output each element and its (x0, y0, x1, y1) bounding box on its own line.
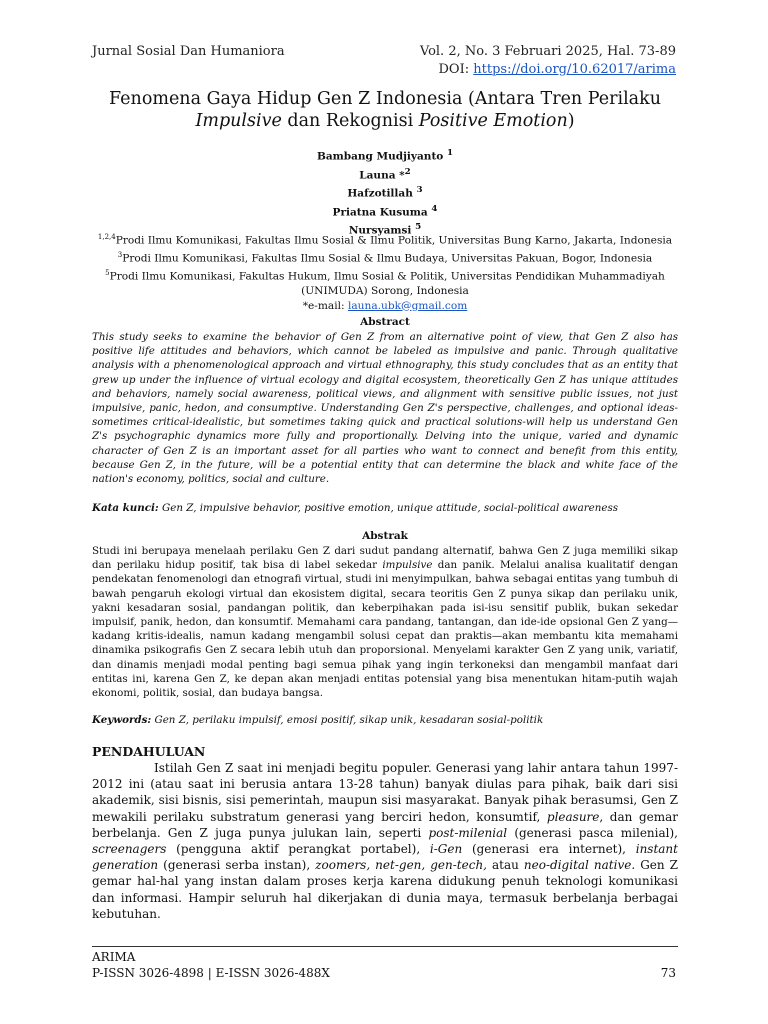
author: Nursyamsi $^5$ (348, 222, 422, 237)
footer-divider (92, 946, 678, 947)
author: Launa *$^2$ (359, 166, 411, 181)
doi-label: DOI: (438, 62, 470, 77)
email-line: *e-mail: launa.ubk@gmail.com (302, 299, 468, 312)
page-number: 73 (660, 966, 676, 980)
title-positive-emotion: Positive Emotion (418, 111, 568, 131)
abstrak-body: Studi ini berupaya menelaah perilaku Gen Z dari sudut pandang alternatif, bahwa Gen Z juga memiliki sikap dan perilaku hidup positif, tak bisa di label sekedar impulsive dan panik. Melalui analisa kualitatif dengan pendekatan fenomenologi dan etnografi virtual, studi ini menyimpulkan, bahwa sebagai entitas yang tumbuh di bawah pengaruh ekologi virtual dan ekosistem digital, secara teoritis Gen Z punya sikap dan perilaku unik, yakni kesadaran sosial, pandangan politik, dan keberpihakan pada isi-isu sensitif publik, bukan sekedar impulsif, panik, hedon, dan konsumtif. Memahami cara pandang, tantangan, dan ide-ide opsional Gen Z yang—kadang kritis-idealis, namun kadang mengambil solusi cepat dan praktis—akan membantu kita memahami dinamika psikografis Gen Z secara lebih utuh dan proporsional. Menyelami karakter Gen Z yang unik, variatif, dan dinamis menjadi modal penting bagi semua pihak yang ingin terkoneksi dan mengambil manfaat dari entitas ini, karena Gen Z, ke depan akan menjadi entitas potensial yang bisa menentukan hitam-putih wajah ekonomi, politik, sosial, dan budaya bangsa. (92, 545, 679, 700)
affiliation-5: $^5$Prodi Ilmu Komunikasi, Fakultas Hukum, Ilmu Sosial & Politik, Universitas Pendidikan Muhammadiyah (UNIMUDA) Sorong, Indonesia (105, 269, 665, 298)
author-list (92, 146, 678, 239)
journal-name: Jurnal Sosial Dan Humaniora (92, 44, 285, 59)
keywords-id (92, 714, 678, 726)
affiliation-1: $^{1,2,4}$Prodi Ilmu Komunikasi, Fakultas Ilmu Sosial & Ilmu Politik, Universitas Bung Karno, Jakarta, Indonesia (97, 233, 673, 247)
email-link[interactable]: launa.ubk@gmail.com (347, 299, 468, 312)
doi-line (439, 62, 677, 77)
title-end: ) (567, 111, 575, 131)
author: Hafzotillah $^3$ (347, 185, 423, 200)
keywords-en-text: Gen Z, impulsive behavior, positive emotion, unique attitude, social-political awareness (158, 502, 619, 514)
paragraph: Istilah Gen Z saat ini menjadi begitu populer. Generasi yang lahir antara tahun 1997-2012 ini (atau saat ini berusia antara 13-28 tahun) banyak diulas para pihak, baik dari sisi akademik, sisi bisnis, sisi pemerintah, maupun sisi masyarakat. Banyak pihak berasumsi, Gen Z mewakili perilaku substratum generasi yang berciri hedon, konsumtif, pleasure, dan gemar berbelanja. Gen Z juga punya julukan lain, seperti post-milenial (generasi pasca milenial), screenagers (pengguna aktif perangkat portabel), i-Gen (generasi era internet), instant generation (generasi serba instan), zoomers, net-gen, gen-tech, atau neo-digital native. Gen Z gemar hal-hal yang instan dalam proses kerja karena didukung penuh teknologi komunikasi dan informasi. Hampir seluruh hal dikerjakan di dunia maya, termasuk berbelanja berbagai kebutuhan. (92, 761, 679, 921)
author: Bambang Mudjiyanto $^1$ (316, 148, 454, 163)
abstract-body: This study seeks to examine the behavior of Gen Z from an alternative point of view, that Gen Z also has positive life attitudes and behaviors, which cannot be labeled as impulsive and panic. Through qualitative analysis with a phenomenological approach and virtual ethnography, this study concludes that as an entity that grew up under the influence of virtual ecology and digital ecosystem, theoretically Gen Z has unique attitudes and behaviors, namely social awareness, political views, and alignment with sensitive public issues, not just impulsive, panic, hedon, and consumptive. Understanding Gen Z's perspective, challenges, and optional ideas-sometimes critical-idealistic, but sometimes taking quick and practical solutions-will help us understand Gen Z's psychographic dynamics more fully and proportionally. Delving into the unique, varied and dynamic character of Gen Z is an important asset for all parties who want to connect and benefit from this entity, because Gen Z, in the future, will be a potential entity that can determine the black and white face of the nation's economy, politics, social and culture. (92, 331, 678, 486)
abstract-heading: Abstract (360, 316, 410, 328)
pendahuluan-body (92, 760, 678, 922)
keywords-en (92, 502, 678, 514)
volume-info: Vol. 2, No. 3 Februari 2025, Hal. 73-89 (419, 44, 676, 59)
affiliation-3: $^3$Prodi Ilmu Komunikasi, Fakultas Ilmu Sosial & Ilmu Budaya, Universitas Pakuan, Bogor, Indonesia (117, 251, 653, 265)
footer-journal-abbrev: ARIMA (92, 950, 136, 964)
author: Priatna Kusuma $^4$ (332, 203, 438, 218)
title-impulsive: Impulsive (195, 111, 282, 131)
keywords-id-text: Gen Z, perilaku impulsif, emosi positif, sikap unik, kesadaran sosial-politik (151, 714, 544, 726)
affiliations (92, 230, 678, 313)
doi-link[interactable]: https://doi.org/10.62017/arima (473, 62, 676, 77)
footer-issn: P-ISSN 3026-4898 | E-ISSN 3026-488X (92, 966, 330, 980)
paper-title (92, 88, 678, 132)
title-line1: Fenomena Gaya Hidup Gen Z Indonesia (Antara Tren Perilaku (109, 89, 661, 109)
keywords-en-label: Kata kunci: (92, 502, 159, 514)
abstrak-heading: Abstrak (362, 530, 408, 542)
keywords-id-label: Keywords: (92, 714, 152, 726)
title-mid: dan Rekognisi (281, 111, 419, 131)
section-heading-pendahuluan: PENDAHULUAN (92, 744, 206, 759)
